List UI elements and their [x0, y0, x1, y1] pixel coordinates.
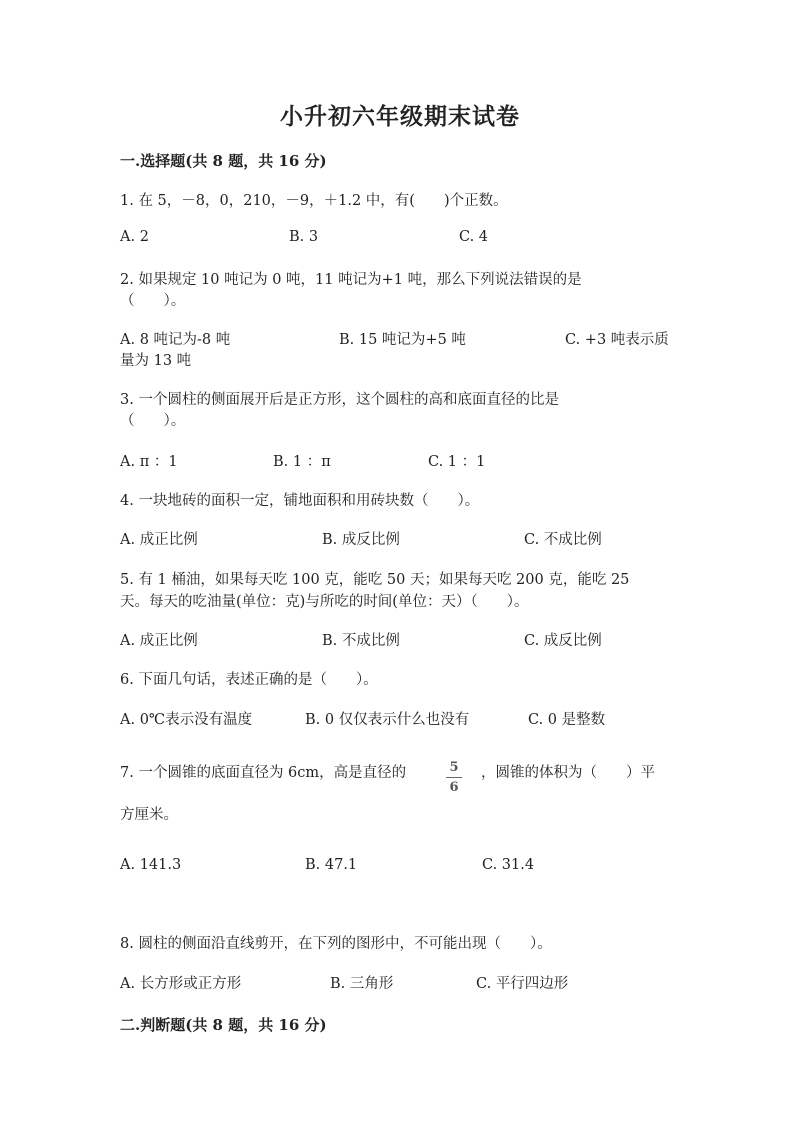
question-2-option-a: A. 8 吨记为-8 吨: [120, 332, 231, 348]
question-1-option-b: B. 3: [289, 229, 319, 245]
question-7-option-b: B. 47.1: [305, 857, 358, 873]
question-7-text-line2: 方厘米。: [120, 807, 178, 823]
question-7-text-cont: ，圆锥的体积为（ ）平: [481, 765, 655, 781]
question-7-option-c: C. 31.4: [482, 857, 535, 873]
question-7-text: 7. 一个圆锥的底面直径为 6cm，高是直径的: [120, 765, 407, 781]
question-8-option-a: A. 长方形或正方形: [120, 976, 242, 992]
fraction-five-sixths: [444, 760, 464, 795]
question-7-option-a: A. 141.3: [120, 857, 182, 873]
question-4-option-b: B. 成反比例: [322, 532, 400, 548]
question-3-option-b: B. 1 ：π: [273, 454, 331, 470]
question-8-text: 8. 圆柱的侧面沿直线剪开，在下列的图形中，不可能出现（ ）。: [120, 936, 552, 952]
question-2-text: 2. 如果规定 10 吨记为 0 吨，11 吨记为+1 吨，那么下列说法错误的是: [120, 272, 582, 288]
section-heading-true-false: 二.判断题(共 8 题，共 16 分): [120, 1016, 327, 1034]
question-4-option-c: C. 不成比例: [524, 532, 602, 548]
question-6-option-a: A. 0℃表示没有温度: [120, 712, 253, 728]
question-5-option-b: B. 不成比例: [322, 633, 400, 649]
question-6-text: 6. 下面几句话，表述正确的是（ ）。: [120, 672, 378, 688]
question-3-option-c: C. 1 ：1: [428, 454, 486, 470]
question-1-option-c: C. 4: [459, 229, 489, 245]
section-heading-multiple-choice: 一.选择题(共 8 题，共 16 分): [120, 152, 327, 170]
question-8-option-c: C. 平行四边形: [476, 976, 569, 992]
question-5-text-line2: 天。每天的吃油量(单位：克)与所吃的时间(单位：天）（ ）。: [120, 594, 529, 610]
question-3-text-line2: （ ）。: [120, 413, 186, 429]
question-6-option-b: B. 0 仅仅表示什么也没有: [305, 712, 470, 728]
page-title: 小升初六年级期末试卷: [280, 103, 520, 130]
question-2-option-c-continued: 量为 13 吨: [120, 353, 192, 369]
question-5-option-c: C. 成反比例: [524, 633, 602, 649]
question-1-option-a: A. 2: [120, 229, 149, 245]
fraction-numerator: 5: [449, 760, 459, 775]
question-3-text: 3. 一个圆柱的侧面展开后是正方形，这个圆柱的高和底面直径的比是: [120, 392, 559, 408]
question-5-text: 5. 有 1 桶油，如果每天吃 100 克，能吃 50 天；如果每天吃 200 克，能吃 25: [120, 572, 630, 588]
question-2-option-b: B. 15 吨记为+5 吨: [339, 332, 466, 348]
question-6-option-c: C. 0 是整数: [528, 712, 606, 728]
question-4-option-a: A. 成正比例: [120, 532, 198, 548]
question-5-option-a: A. 成正比例: [120, 633, 198, 649]
question-4-text: 4. 一块地砖的面积一定，铺地面积和用砖块数（ ）。: [120, 493, 480, 509]
question-2-text-line2: （ ）。: [120, 293, 186, 309]
fraction-denominator: 6: [449, 780, 459, 795]
question-3-option-a: A. π ：1: [120, 454, 178, 470]
question-2-option-c: C. +3 吨表示质: [565, 332, 669, 348]
question-8-option-b: B. 三角形: [330, 976, 394, 992]
fraction-bar: [446, 777, 462, 778]
question-1-text: 1. 在 5，－8，0，210，－9，＋1.2 中，有( )个正数。: [120, 193, 508, 209]
